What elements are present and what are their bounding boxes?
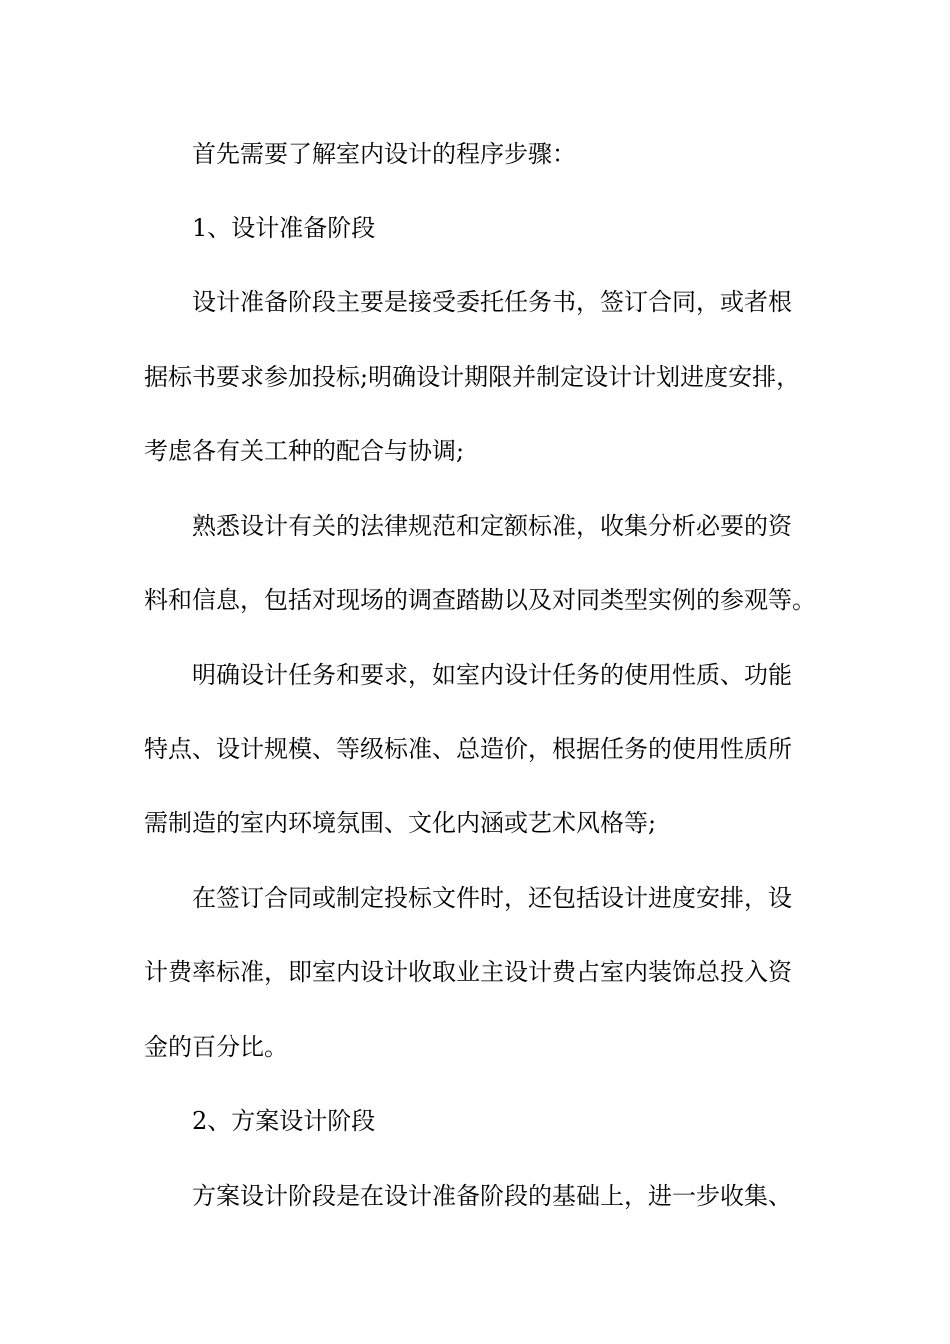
paragraph-2-line-2: 料和信息，包括对现场的调查踏勘以及对同类型实例的参观等。 — [144, 586, 816, 614]
paragraph-1-line-3: 考虑各有关工种的配合与协调; — [144, 437, 465, 465]
intro-line: 首先需要了解室内设计的程序步骤： — [192, 140, 576, 168]
paragraph-1-line-2: 据标书要求参加投标;明确设计期限并制定设计计划进度安排， — [144, 363, 801, 391]
paragraph-4-line-3: 金的百分比。 — [144, 1033, 288, 1061]
paragraph-4-line-1: 在签订合同或制定投标文件时，还包括设计进度安排，设 — [192, 884, 792, 912]
section-heading-2: 2、方案设计阶段 — [192, 1107, 376, 1135]
paragraph-5-line-1: 方案设计阶段是在设计准备阶段的基础上，进一步收集、 — [192, 1182, 792, 1210]
section-heading-1: 1、设计准备阶段 — [192, 214, 376, 242]
paragraph-3-line-1: 明确设计任务和要求，如室内设计任务的使用性质、功能 — [192, 661, 792, 689]
paragraph-3-line-3: 需制造的室内环境氛围、文化内涵或艺术风格等; — [144, 809, 657, 837]
paragraph-1-line-1: 设计准备阶段主要是接受委托任务书，签订合同，或者根 — [192, 288, 792, 316]
paragraph-4-line-2: 计费率标准，即室内设计收取业主设计费占室内装饰总投入资 — [144, 958, 792, 986]
paragraph-3-line-2: 特点、设计规模、等级标准、总造价，根据任务的使用性质所 — [144, 735, 792, 763]
paragraph-2-line-1: 熟悉设计有关的法律规范和定额标准，收集分析必要的资 — [192, 512, 792, 540]
